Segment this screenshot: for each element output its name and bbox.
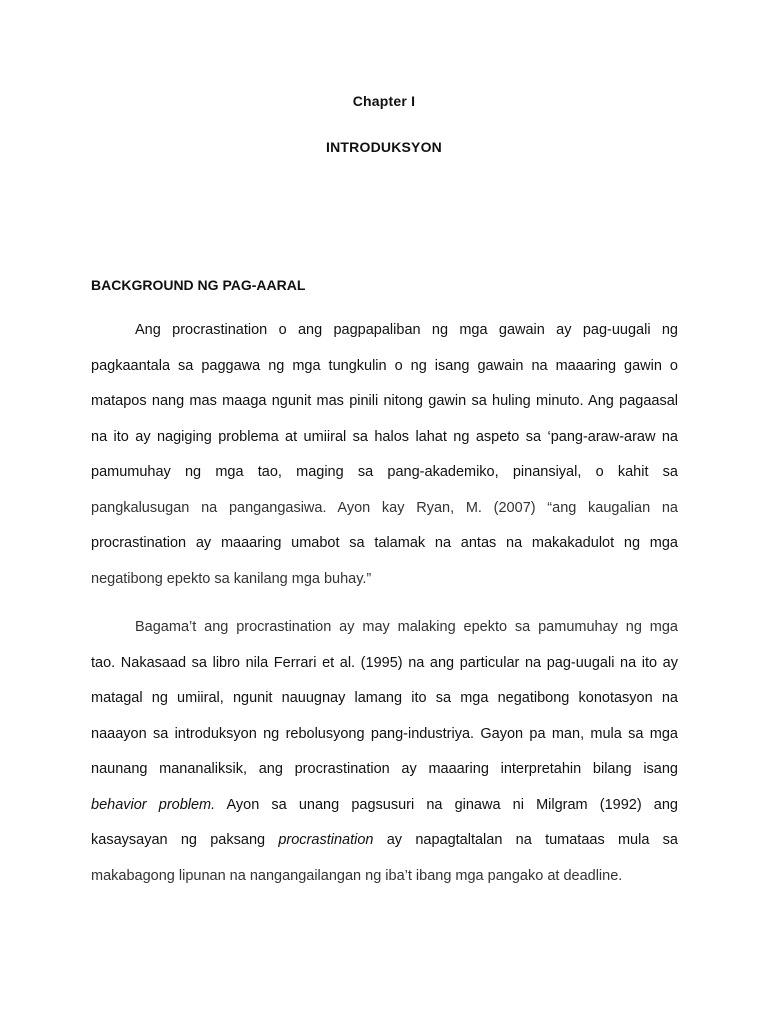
paragraph-line: naaayon sa introduksyon ng rebolusyong pang-industriya. Gayon pa man, mula sa mga — [91, 725, 678, 742]
line-text: kasaysayan ng paksang — [91, 832, 279, 848]
paragraph-line: na ito ay nagiging problema at umiiral sa halos lahat ng aspeto sa ‘pang-araw-araw na — [91, 428, 678, 445]
paragraph-line: tao. Nakasaad sa libro nila Ferrari et al. (1995) na ang particular na pag-uugali na ito ay — [91, 654, 678, 671]
chapter-title: INTRODUKSYON — [326, 139, 442, 155]
paragraph-line: Bagama’t ang procrastination ay may malaking epekto sa pamumuhay ng mga — [135, 619, 678, 635]
paragraph-line: pagkaantala sa paggawa ng mga tungkulin o ng isang gawain na maaaring gawin o — [91, 357, 678, 374]
paragraph-line: Ang procrastination o ang pagpapaliban ng mga gawain ay pag-uugali ng — [135, 322, 678, 338]
paragraph-line: procrastination ay maaaring umabot sa talamak na antas na makakadulot ng mga — [91, 535, 678, 551]
paragraph-line — [91, 823, 678, 859]
paragraph-line — [91, 788, 678, 824]
line-text: ay napagtaltalan na tumataas mula sa — [373, 832, 678, 848]
italic-term: behavior problem. — [91, 796, 216, 813]
paragraph-line: negatibong epekto sa kanilang mga buhay.” — [91, 570, 372, 587]
paragraph-1 — [91, 313, 678, 597]
chapter-label: Chapter I — [352, 93, 416, 109]
paragraph-line: makabagong lipunan na nangangailangan ng iba’t ibang mga pangako at deadline. — [91, 867, 623, 884]
paragraph-line: matapos nang mas maaga ngunit mas pinili nitong gawin sa huling minuto. Ang pagaasal — [91, 393, 678, 409]
paragraph-line: pangkalusugan na pangangasiwa. Ayon kay Ryan, M. (2007) “ang kaugalian na — [91, 499, 678, 516]
line-text: Ayon sa unang pagsusuri na ginawa ni Milgram (1992) ang — [215, 796, 678, 813]
paragraph-line: matagal ng umiiral, ngunit nauugnay lamang ito sa mga negatibong konotasyon na — [91, 690, 678, 706]
section-heading: BACKGROUND NG PAG-AARAL — [91, 277, 306, 293]
paragraph-line: pamumuhay ng mga tao, maging sa pang-akademiko, pinansiyal, o kahit sa — [91, 464, 678, 480]
italic-term: procrastination — [278, 832, 374, 848]
paragraph-2 — [91, 610, 678, 894]
paragraph-line: naunang mananaliksik, ang procrastination ay maaaring interpretahin bilang isang — [91, 761, 678, 777]
